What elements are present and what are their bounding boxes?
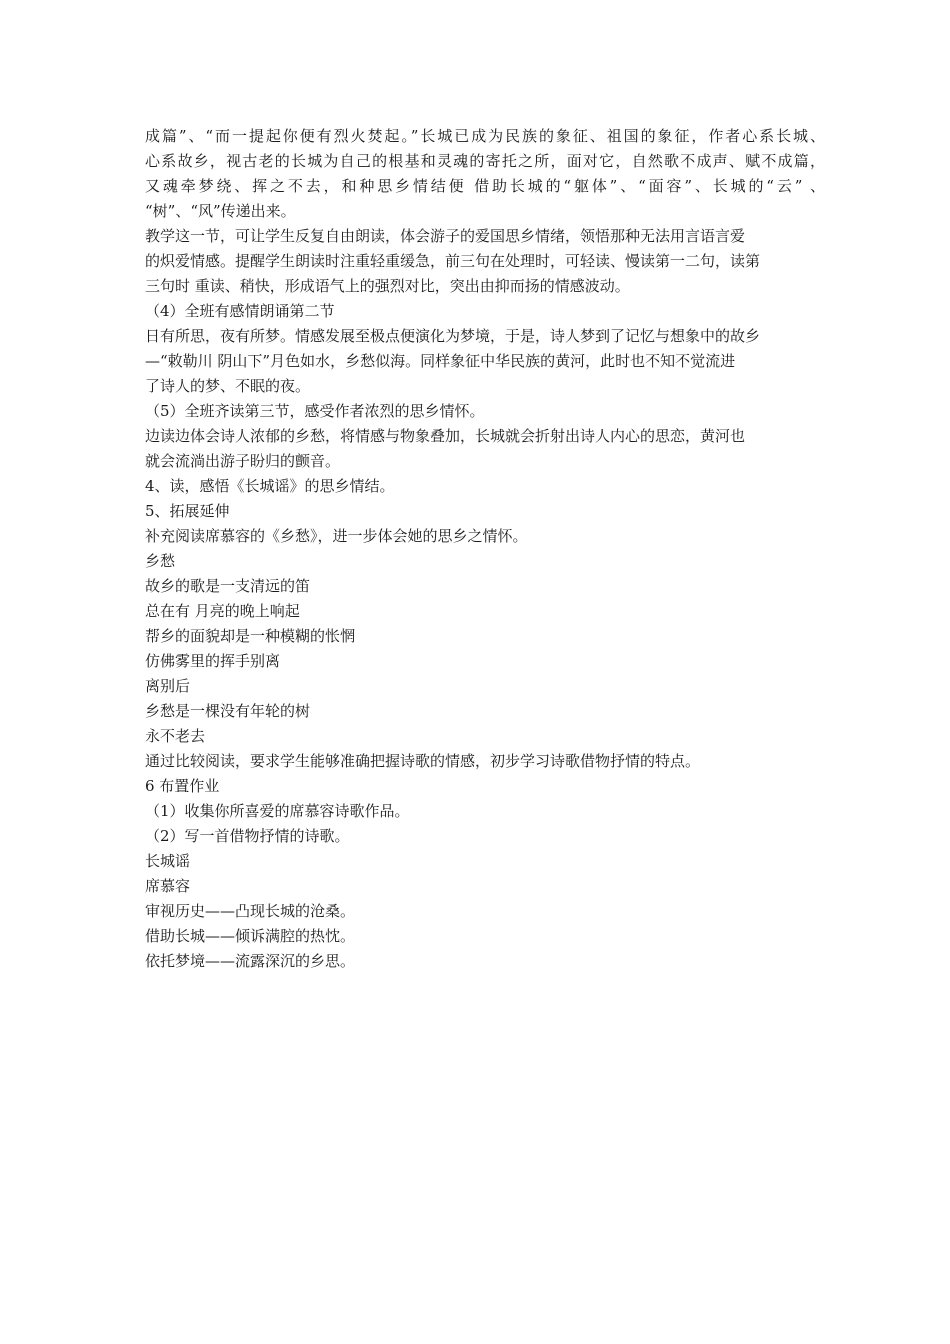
paragraph-line: 教学这一节，可让学生反复自由朗读，体会游子的爱国思乡情绪，领悟那种无法用言语言爱 <box>145 227 746 245</box>
paragraph-line: 边读边体会诗人浓郁的乡愁，将情感与物象叠加，长城就会折射出诗人内心的思恋，黄河也 <box>145 427 746 445</box>
board-author: 席慕容 <box>145 877 191 895</box>
paragraph-line: “树”、“风”传递出来。 <box>145 202 296 220</box>
list-item: （1）收集你所喜爱的席慕容诗歌作品。 <box>145 802 410 820</box>
paragraph-line: 补充阅读席慕容的《乡愁》，进一步体会她的思乡之情怀。 <box>145 527 528 545</box>
poem-line: 仿佛雾里的挥手别离 <box>145 652 281 670</box>
poem-line: 离别后 <box>145 677 191 695</box>
paragraph-line: 了诗人的梦、不眠的夜。 <box>145 377 311 395</box>
board-line: 借助长城——倾诉满腔的热忱。 <box>145 927 356 945</box>
poem-line: 永不老去 <box>145 727 206 745</box>
list-item: （2）写一首借物抒情的诗歌。 <box>145 827 350 845</box>
poem-line: 乡愁是一棵没有年轮的树 <box>145 702 311 720</box>
section-heading: （4）全班有感情朗诵第二节 <box>145 302 335 320</box>
poem-title: 乡愁 <box>145 552 176 570</box>
paragraph-line: 的炽爱情感。提醒学生朗读时注重轻重缓急，前三句在处理时，可轻读、慢读第一二句，读第 <box>145 252 761 270</box>
section-heading: 6 布置作业 <box>145 777 220 795</box>
paragraph-line: 又魂牵梦绕、挥之不去，和种思乡情结便 借助长城的“躯体”、“面容”、长城的“云” 、 <box>145 177 825 195</box>
paragraph-line: 三句时 重读、稍快，形成语气上的强烈对比，突出由抑而扬的情感波动。 <box>145 277 630 295</box>
paragraph-line: 通过比较阅读，要求学生能够准确把握诗歌的情感，初步学习诗歌借物抒情的特点。 <box>145 752 701 770</box>
paragraph-line: —“敕勒川 阴山下”月色如水，乡愁似海。同样象征中华民族的黄河，此时也不知不觉流进 <box>145 352 736 370</box>
section-heading: 4、读，感悟《长城谣》的思乡情结。 <box>145 477 395 495</box>
paragraph-line: 心系故乡，视古老的长城为自己的根基和灵魂的寄托之所，面对它，自然歌不成声、赋不成篇， <box>145 152 825 170</box>
poem-line: 故乡的歌是一支清远的笛 <box>145 577 311 595</box>
document-body <box>145 124 825 974</box>
poem-line: 帮乡的面貌却是一种模糊的怅惘 <box>145 627 356 645</box>
section-heading: 5、拓展延伸 <box>145 502 230 520</box>
paragraph-line: 就会流淌出游子盼归的颤音。 <box>145 452 341 470</box>
paragraph-line: 成篇”、“而一提起你便有烈火焚起。”长城已成为民族的象征、祖国的象征，作者心系长城、 <box>145 127 825 145</box>
board-line: 审视历史——凸现长城的沧桑。 <box>145 902 356 920</box>
paragraph-line: 日有所思，夜有所梦。情感发展至极点便演化为梦境，于是，诗人梦到了记忆与想象中的故乡 <box>145 327 761 345</box>
section-heading: （5）全班齐读第三节，感受作者浓烈的思乡情怀。 <box>145 402 485 420</box>
board-line: 依托梦境——流露深沉的乡思。 <box>145 952 356 970</box>
poem-line: 总在有 月亮的晚上响起 <box>145 602 300 620</box>
board-title: 长城谣 <box>145 852 191 870</box>
